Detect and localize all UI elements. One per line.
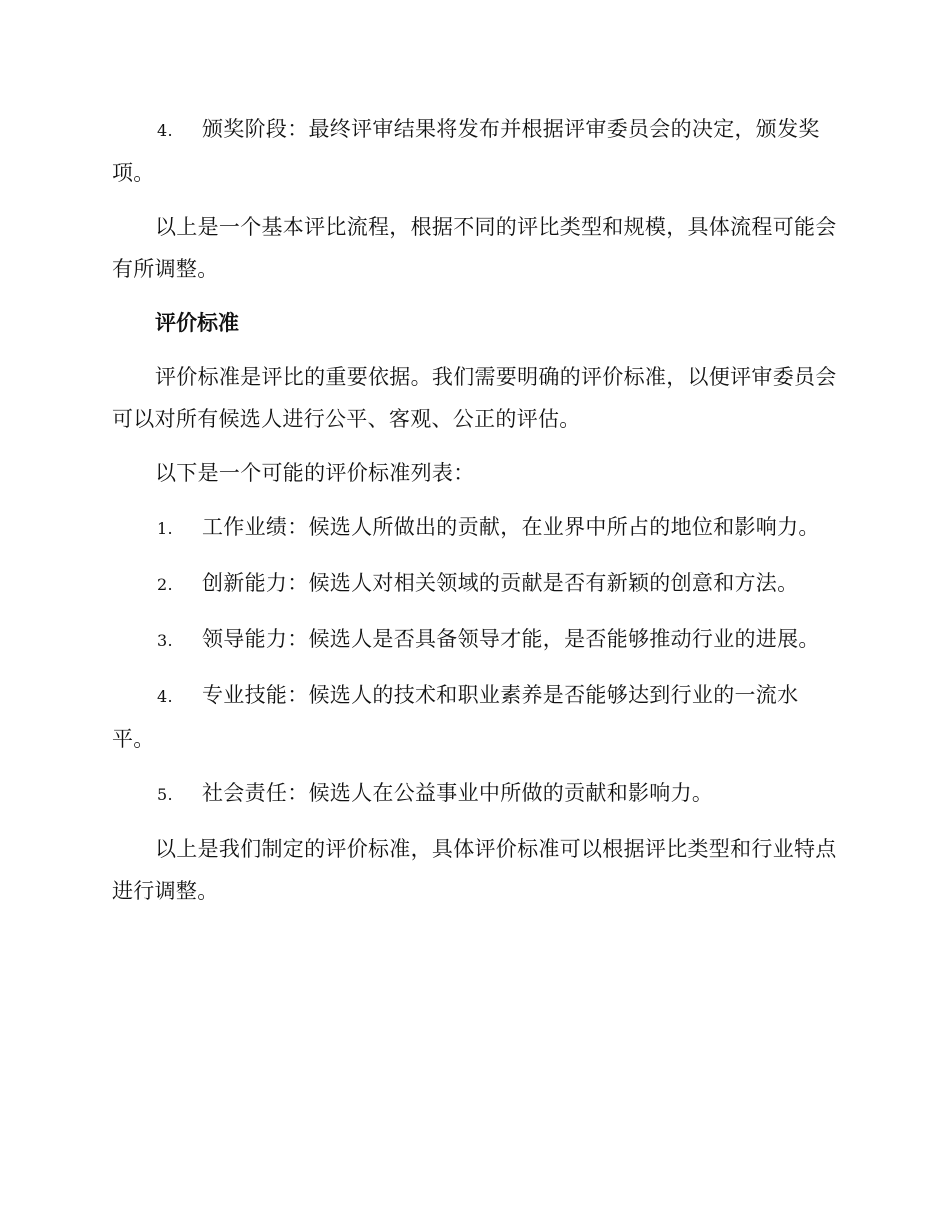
list-item: [112, 506, 838, 550]
list-item: [112, 674, 838, 760]
list-item-number: 3.: [157, 631, 173, 650]
list-item-text: 创新能力：候选人对相关领域的贡献是否有新颖的创意和方法。: [202, 571, 799, 595]
list-item-award-stage: [112, 108, 838, 194]
paragraph-process-summary: 以上是一个基本评比流程，根据不同的评比类型和规模，具体流程可能会有所调整。: [112, 215, 837, 281]
list-item-number: 2.: [157, 575, 173, 594]
paragraph-criteria-list-intro: 以下是一个可能的评价标准列表：: [155, 461, 475, 485]
list-item-number: 4.: [157, 687, 173, 706]
list-item-text: 专业技能：候选人的技术和职业素养是否能够达到行业的一流水平。: [112, 683, 799, 751]
paragraph-criteria-summary: 以上是我们制定的评价标准，具体评价标准可以根据评比类型和行业特点进行调整。: [112, 837, 837, 903]
list-item: [112, 562, 838, 606]
list-item-number: 1.: [157, 519, 173, 538]
list-item-text: 领导能力：候选人是否具备领导才能，是否能够推动行业的进展。: [202, 627, 820, 651]
list-item: [112, 772, 838, 816]
list-item: [112, 618, 838, 662]
list-item-text: 工作业绩：候选人所做出的贡献，在业界中所占的地位和影响力。: [202, 515, 820, 539]
list-item-number: 5.: [157, 785, 173, 804]
list-item-number: 4.: [157, 121, 173, 140]
document-page: [112, 108, 838, 924]
list-item-text: 颁奖阶段：最终评审结果将发布并根据评审委员会的决定，颁发奖项。: [112, 117, 820, 185]
list-item-text: 社会责任：候选人在公益事业中所做的贡献和影响力。: [202, 781, 714, 805]
paragraph-criteria-intro: 评价标准是评比的重要依据。我们需要明确的评价标准，以便评审委员会可以对所有候选人进行公平、客观、公正的评估。: [112, 365, 837, 431]
section-heading: 评价标准: [155, 311, 239, 335]
